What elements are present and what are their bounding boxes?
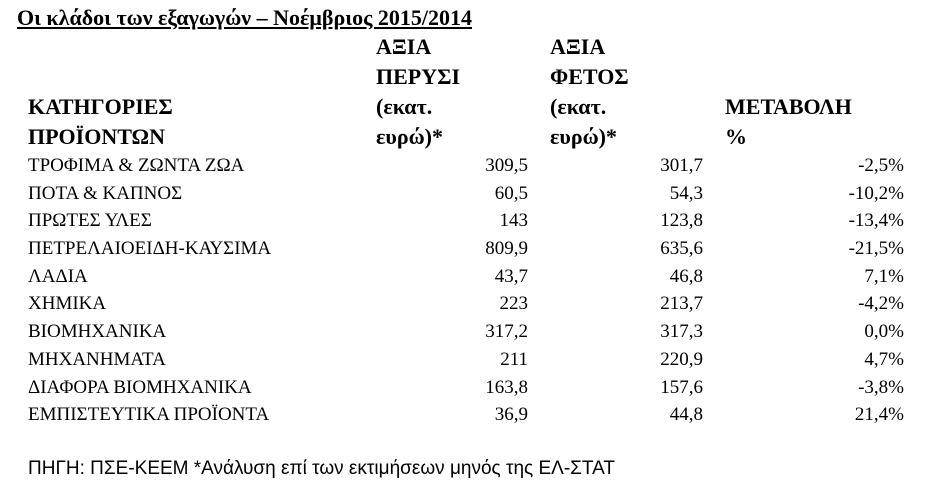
source-prefix: ΠΗΓΗ: ΠΣΕ-ΚΕΕΜ bbox=[28, 458, 194, 479]
header-change-line: ΜΕΤΑΒΟΛΗ bbox=[725, 94, 852, 119]
table-row bbox=[0, 290, 944, 318]
table-row bbox=[0, 401, 944, 429]
change-percent: -3,8% bbox=[858, 376, 904, 398]
source-footnote: *Ανάλυση επί των εκτιμήσεων μηνός της ΕΛ-ΣΤΑΤ bbox=[193, 458, 615, 479]
table-row bbox=[0, 346, 944, 374]
table-row bbox=[0, 263, 944, 291]
table-row bbox=[0, 180, 944, 208]
category-name: ΜΗΧΑΝΗΜΑΤΑ bbox=[28, 348, 166, 370]
header-change bbox=[725, 92, 852, 152]
header-value-current-line: ΦΕΤΟΣ bbox=[550, 64, 629, 89]
value-current: 301,7 bbox=[660, 155, 703, 176]
value-previous: 43,7 bbox=[494, 265, 528, 287]
header-value-previous-line: ευρώ)* bbox=[376, 124, 443, 149]
header-value-previous-line: ΑΞΙΑ bbox=[376, 34, 432, 59]
value-previous: 36,9 bbox=[494, 404, 528, 426]
value-previous: 163,8 bbox=[485, 376, 528, 398]
value-previous: 809,9 bbox=[485, 238, 528, 260]
category-name: ΔΙΑΦΟΡΑ ΒΙΟΜΗΧΑΝΙΚΑ bbox=[28, 376, 252, 398]
value-current: 46,8 bbox=[669, 265, 703, 287]
category-name: ΕΜΠΙΣΤΕΥΤΙΚΑ ΠΡΟΪΟΝΤΑ bbox=[28, 404, 270, 426]
source-note bbox=[28, 458, 615, 480]
change-percent: 4,7% bbox=[864, 348, 904, 370]
table-row bbox=[0, 374, 944, 402]
table-row bbox=[0, 318, 944, 346]
change-percent: -4,2% bbox=[858, 293, 904, 315]
value-previous: 211 bbox=[500, 348, 528, 370]
header-change-line: % bbox=[725, 124, 747, 149]
header-value-current bbox=[550, 32, 629, 152]
change-percent: 21,4% bbox=[854, 404, 904, 426]
value-current: 157,6 bbox=[660, 376, 703, 398]
category-name: ΧΗΜΙΚΑ bbox=[28, 293, 107, 315]
header-category-line: ΠΡΟΪΟΝΤΩΝ bbox=[28, 124, 166, 149]
header-value-previous-line: ΠΕΡΥΣΙ bbox=[376, 64, 461, 89]
change-percent: -21,5% bbox=[848, 238, 904, 260]
value-current: 123,8 bbox=[660, 210, 703, 232]
header-value-current-line: (εκατ. bbox=[550, 94, 607, 119]
value-current: 220,9 bbox=[660, 348, 703, 370]
value-previous: 60,5 bbox=[494, 182, 528, 204]
page-title: Οι κλάδοι των εξαγωγών – Νοέμβριος 2015/2014 bbox=[17, 5, 472, 30]
header-value-current-line: ΑΞΙΑ bbox=[550, 34, 606, 59]
category-name: ΤΡΟΦΙΜΑ & ΖΩΝΤΑ ΖΩΑ bbox=[28, 155, 245, 176]
category-name: ΠΡΩΤΕΣ ΥΛΕΣ bbox=[28, 210, 152, 232]
change-percent: 7,1% bbox=[864, 265, 904, 287]
table-row bbox=[0, 207, 944, 235]
table-row bbox=[0, 235, 944, 263]
change-percent: -10,2% bbox=[848, 182, 904, 204]
header-value-previous bbox=[376, 32, 460, 152]
category-name: ΠΟΤΑ & ΚΑΠΝΟΣ bbox=[28, 182, 183, 204]
value-current: 635,6 bbox=[660, 238, 703, 260]
header-category-line: ΚΑΤΗΓΟΡΙΕΣ bbox=[28, 94, 173, 119]
value-current: 317,3 bbox=[660, 321, 703, 343]
value-current: 213,7 bbox=[660, 293, 703, 315]
value-previous: 309,5 bbox=[485, 155, 528, 176]
category-name: ΒΙΟΜΗΧΑΝΙΚΑ bbox=[28, 321, 167, 343]
table-row bbox=[0, 152, 944, 180]
header-value-current-line: ευρώ)* bbox=[550, 124, 617, 149]
value-previous: 223 bbox=[499, 293, 528, 315]
header-value-previous-line: (εκατ. bbox=[376, 94, 433, 119]
value-current: 54,3 bbox=[669, 182, 703, 204]
change-percent: -13,4% bbox=[848, 210, 904, 232]
change-percent: 0,0% bbox=[864, 321, 904, 343]
value-previous: 143 bbox=[499, 210, 528, 232]
header-category bbox=[28, 92, 173, 152]
category-name: ΠΕΤΡΕΛΑΙΟΕΙΔΗ-ΚΑΥΣΙΜΑ bbox=[28, 238, 272, 260]
value-current: 44,8 bbox=[669, 404, 703, 426]
value-previous: 317,2 bbox=[485, 321, 528, 343]
exports-table-body bbox=[0, 152, 944, 429]
change-percent: -2,5% bbox=[858, 155, 904, 176]
category-name: ΛΑΔΙΑ bbox=[28, 265, 88, 287]
